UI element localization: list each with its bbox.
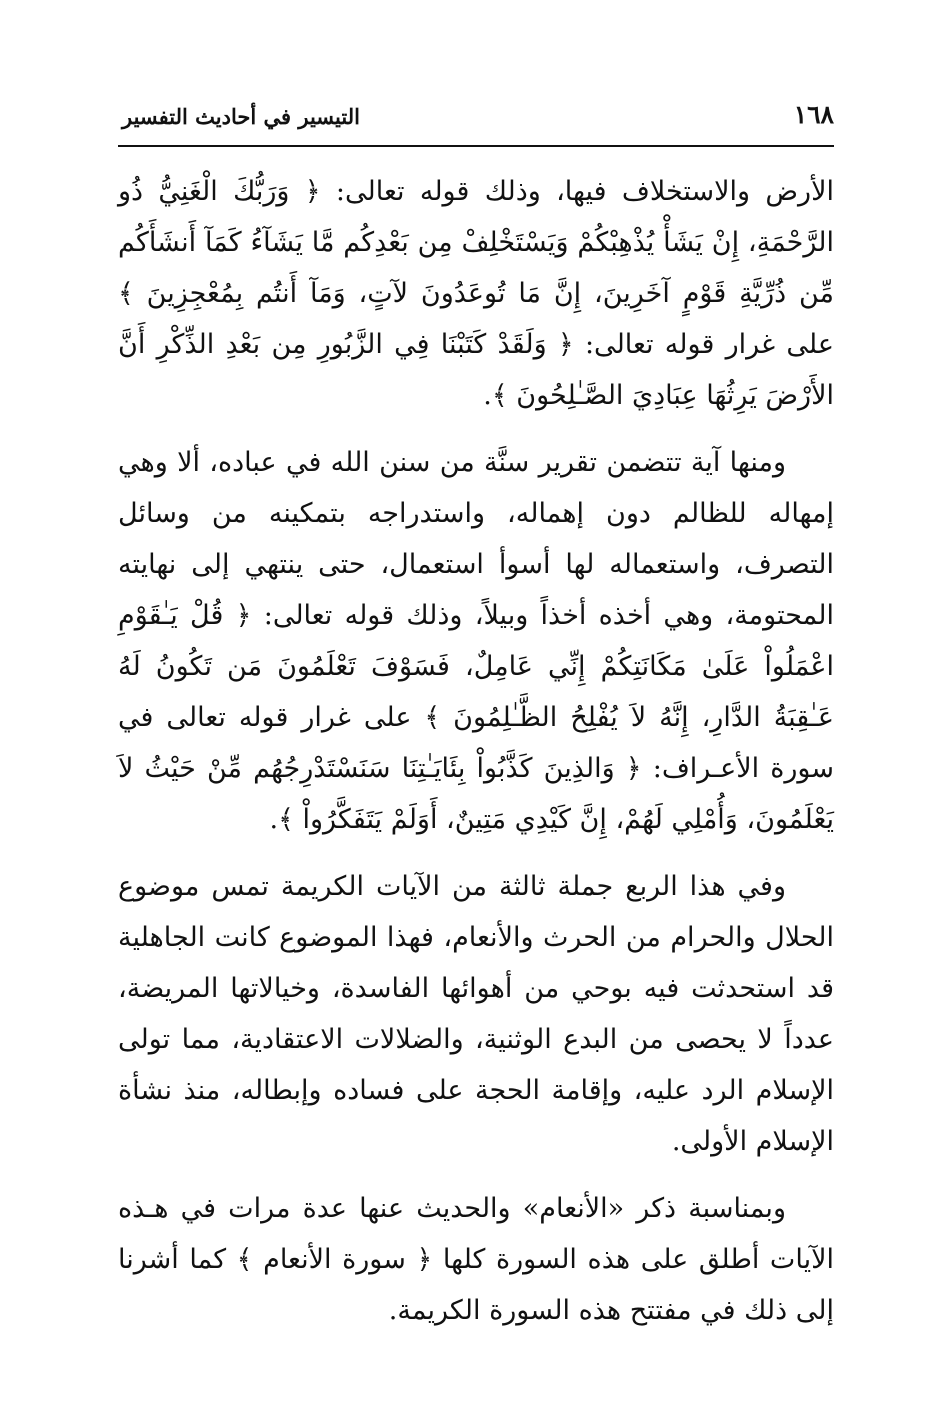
running-header [118, 96, 834, 140]
page-number: ١٦٨ [793, 100, 834, 129]
book-title: التيسير في أحاديث التفسير [122, 104, 360, 129]
paragraph-gap [118, 1167, 834, 1183]
paragraph-2: ومنها آية تتضمن تقرير سنَّة من سنن الله في عباده، ألا وهي إمهاله للظالم دون إهماله، واستدراجه بتمكينه من وسائل التصرف، واستعماله لها أسوأ استعمال، حتى ينتهي إلى نهايته المحتومة، وهي أخذه أخذاً وبيلاً، وذلك قوله تعالى: ﴿ قُلْ يَـٰقَوْمِ اعْمَلُواْ عَلَىٰ مَكَانَتِكُمْ إِنِّي عَامِلٌ، فَسَوْفَ تَعْلَمُونَ مَن تَكُونُ لَهُ عَـٰقِبَةُ الدَّارِ، إِنَّهُ لاَ يُفْلِحُ الظَّـٰلِمُونَ ﴾ على غرار قوله تعالى في سورة الأعـراف: ﴿ وَالذِينَ كَذَّبُواْ بِئَايَـٰتِنَا سَنَسْتَدْرِجُهُم مِّنْ حَيْثُ لاَ يَعْلَمُونَ، وَأُمْلِي لَهُمْ، إِنَّ كَيْدِي مَتِينٌ، أَوَلَمْ يَتَفَكَّرُواْ ﴾. [118, 447, 834, 835]
paragraph-1: الأرض والاستخلاف فيها، وذلك قوله تعالى: ﴿ وَرَبُّكَ الْغَنِيُّ ذُو الرَّحْمَةِ، إِنْ يَشَأْ يُذْهِبْكُمْ وَيَسْتَخْلِفْ مِن بَعْدِكُم مَّا يَشَآءُ كَمَآ أَنشَأَكُم مِّن ذُرِّيَّةِ قَوْمٍ آخَرِينَ، إِنَّ مَا تُوعَدُونَ لآتٍ، وَمَآ أَنتُم بِمُعْجِزِينَ ﴾ على غرار قوله تعالى: ﴿ وَلَقَدْ كَتَبْنَا فِي الزَّبُورِ مِن بَعْدِ الذِّكْرِ أَنَّ الأَرْضَ يَرِثُهَا عِبَادِيَ الصَّـٰلِحُونَ ﴾. [118, 176, 834, 411]
header-rule [118, 145, 834, 147]
paragraph-4: وبمناسبة ذكر «الأنعام» والحديث عنها عدة مرات في هـذه الآيات أطلق على هذه السورة كلها ﴿ سورة الأنعام ﴾ كما أشرنا إلى ذلك في مفتتح هذه السورة الكريمة. [118, 1193, 834, 1326]
body-text [118, 166, 834, 1336]
paragraph-3: وفي هذا الربع جملة ثالثة من الآيات الكريمة تمس موضوع الحلال والحرام من الحرث والأنعام، فهذا الموضوع كانت الجاهلية قد استحدثت فيه بوحي من أهوائها الفاسدة، وخيالاتها المريضة، عدداً لا يحصى من البدع الوثنية، والضلالات الاعتقادية، مما تولى الإسلام الرد عليه، وإقامة الحجة على فساده وإبطاله، منذ نشأة الإسلام الأولى. [118, 871, 834, 1157]
paragraph-gap [118, 421, 834, 437]
paragraph-gap [118, 845, 834, 861]
